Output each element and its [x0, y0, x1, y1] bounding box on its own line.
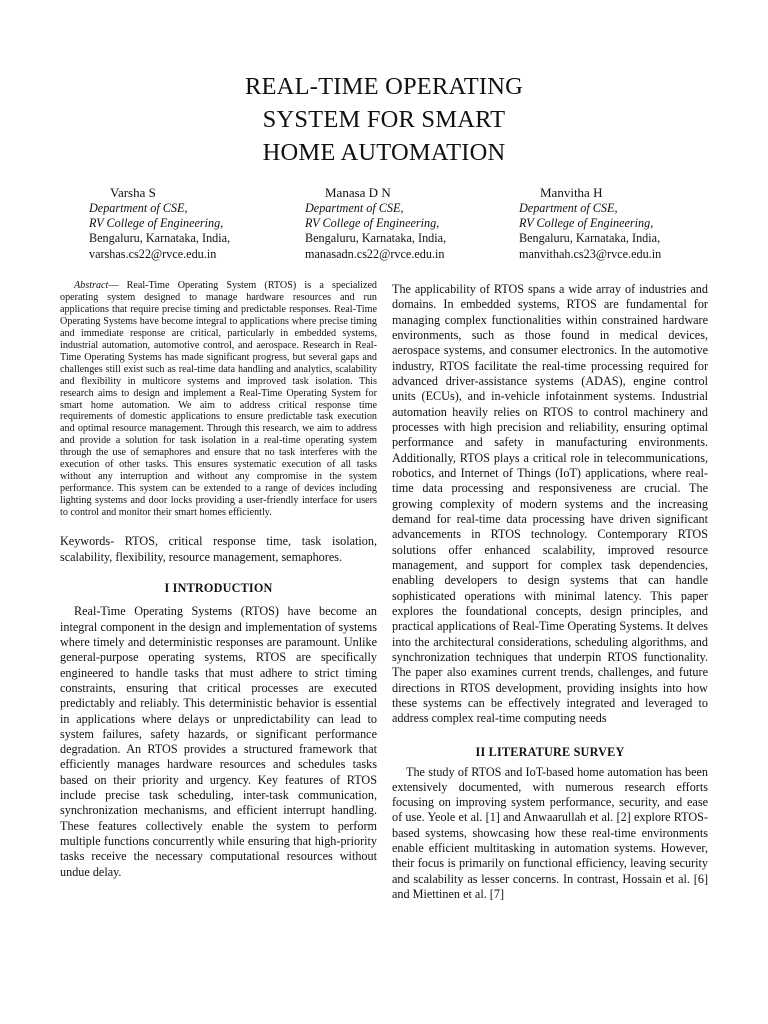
- author-college: RV College of Engineering,: [305, 216, 440, 231]
- literature-survey-paragraph: The study of RTOS and IoT-based home automation has been extensively documented, with numerous research efforts focusing on improving system performance, security, and ease of use. Yeole et al. [1] and Anwaarullah et al. [2] explore RTOS-based systems, showcasing how these real-time environments enable efficient multitasking in automation systems. However, their focus is primarily on functional efficiency, leaving security and scalability as lesser concerns. In contrast, Hossain et al. [6] and Miettinen et al. [7]: [392, 764, 708, 901]
- introduction-paragraph: Real-Time Operating Systems (RTOS) have become an integral component in the design and implementation of systems where timely and deterministic responses are paramount. Unlike general-purpose operating systems, RTOS are specifically engineered to handle tasks that must adhere to strict timing constraints, ensuring that critical processes are executed predictably and reliably. This deterministic behavior is essential in applications where delays or unpredictability can lead to system failures, safety hazards, or significant performance degradation. An RTOS provides a structured framework that efficiently manages hardware resources and schedules tasks based on their priority and urgency. Key features of RTOS include precise task scheduling, inter-task communication, synchronization mechanisms, and efficient interrupt handling. These features collectively enable the system to perform multiple functions concurrently while ensuring that high-priority tasks receive the necessary computational resources without undue delay.: [60, 604, 377, 879]
- right-column: [392, 282, 708, 902]
- author-block: [519, 184, 719, 262]
- author-college: RV College of Engineering,: [89, 216, 224, 231]
- author-department: Department of CSE,: [305, 201, 404, 215]
- author-block: [89, 184, 289, 262]
- author-name: Varsha S: [110, 185, 156, 200]
- author-college: RV College of Engineering,: [519, 216, 654, 231]
- section-heading-literature-survey: II LITERATURE SURVEY: [475, 744, 625, 759]
- author-email: varshas.cs22@rvce.edu.in: [89, 246, 217, 261]
- abstract-text: — Real-Time Operating System (RTOS) is a specialized operating system designed to manage hardware resources and run applications that require precise timing and predictable responses. Real-Time Operating Systems have become integral to applications where precise timing and immediate response are critical, particularly in embedded systems, industrial automation, automotive control, and aerospace. Research in Real-Time Operating Systems has made significant progress, but several gaps and challenges still exist such as real-time data handling and analytics, scalability and flexibility in multicore systems and improved task isolation. This research aims to design and implement a Real-Time Operating System for smart home automation. We aim to address critical response time requirements of domestic applications to ensure predictable task execution and optimal resource management. Through this research, we aim to address and provide a solution for task isolation in a real-time operating system through the use of semaphores and ensure that no task interferes with the execution of other tasks. This ensures systematic execution of all tasks without any interruption and without any compromise in the system performance. This system can be extended to a range of devices including lighting systems and door locks providing a user-friendly interface for users to control and monitor their smart homes efficiently.: [60, 280, 377, 519]
- section-heading-introduction: I INTRODUCTION: [164, 581, 273, 596]
- abstract-lead: Abstract: [74, 280, 109, 291]
- author-department: Department of CSE,: [519, 201, 618, 215]
- author-name: Manasa D N: [325, 185, 391, 200]
- keywords: Keywords- RTOS, critical response time, task isolation, scalability, flexibility, resource management, semaphores.: [60, 534, 377, 564]
- paper-title: [0, 70, 768, 169]
- title-line-3: HOME AUTOMATION: [262, 139, 506, 166]
- author-name: Manvitha H: [540, 185, 603, 200]
- author-department: Department of CSE,: [89, 201, 188, 215]
- author-email: manvithah.cs23@rvce.edu.in: [519, 246, 662, 261]
- author-city: Bengaluru, Karnataka, India,: [305, 231, 447, 246]
- abstract: [60, 280, 377, 519]
- title-line-1: REAL-TIME OPERATING: [244, 73, 524, 100]
- introduction-paragraph-continued: The applicability of RTOS spans a wide array of industries and domains. In embedded systems, RTOS are fundamental for managing complex functionalities within constrained hardware environments, such as those found in medical devices, aerospace systems, and consumer electronics. In the automotive industry, RTOS facilitate the real-time processing required for advanced driver-assistance systems (ADAS), engine control units (ECUs), and in-vehicle infotainment systems. Industrial automation heavily relies on RTOS to control machinery and processes with high precision and reliability, ensuring optimal performance and safety in manufacturing environments. Additionally, RTOS plays a critical role in telecommunications, robotics, and Internet of Things (IoT) applications, where real-time data processing and responsiveness are crucial. The growing complexity of modern systems and the increasing demand for real-time data processing have driven significant advancements in RTOS technology. Contemporary RTOS solutions offer enhanced scalability, improved resource management, and support for complex task dependencies, enabling developers to design systems that can handle sophisticated operations with minimal latency. This paper explores the foundational concepts, design principles, and practical applications of Real-Time Operating Systems. It delves into the architectural considerations, scheduling algorithms, and synchronization techniques that underpin RTOS functionality. The paper also examines current trends, challenges, and future directions in RTOS development, providing insights into how these systems can be effectively integrated and leveraged to address complex real-time computing needs: [392, 282, 708, 726]
- left-column: [60, 280, 377, 880]
- author-email: manasadn.cs22@rvce.edu.in: [305, 246, 445, 261]
- title-line-2: SYSTEM FOR SMART: [262, 106, 506, 133]
- author-block: [305, 184, 505, 262]
- author-city: Bengaluru, Karnataka, India,: [89, 231, 231, 246]
- author-city: Bengaluru, Karnataka, India,: [519, 231, 661, 246]
